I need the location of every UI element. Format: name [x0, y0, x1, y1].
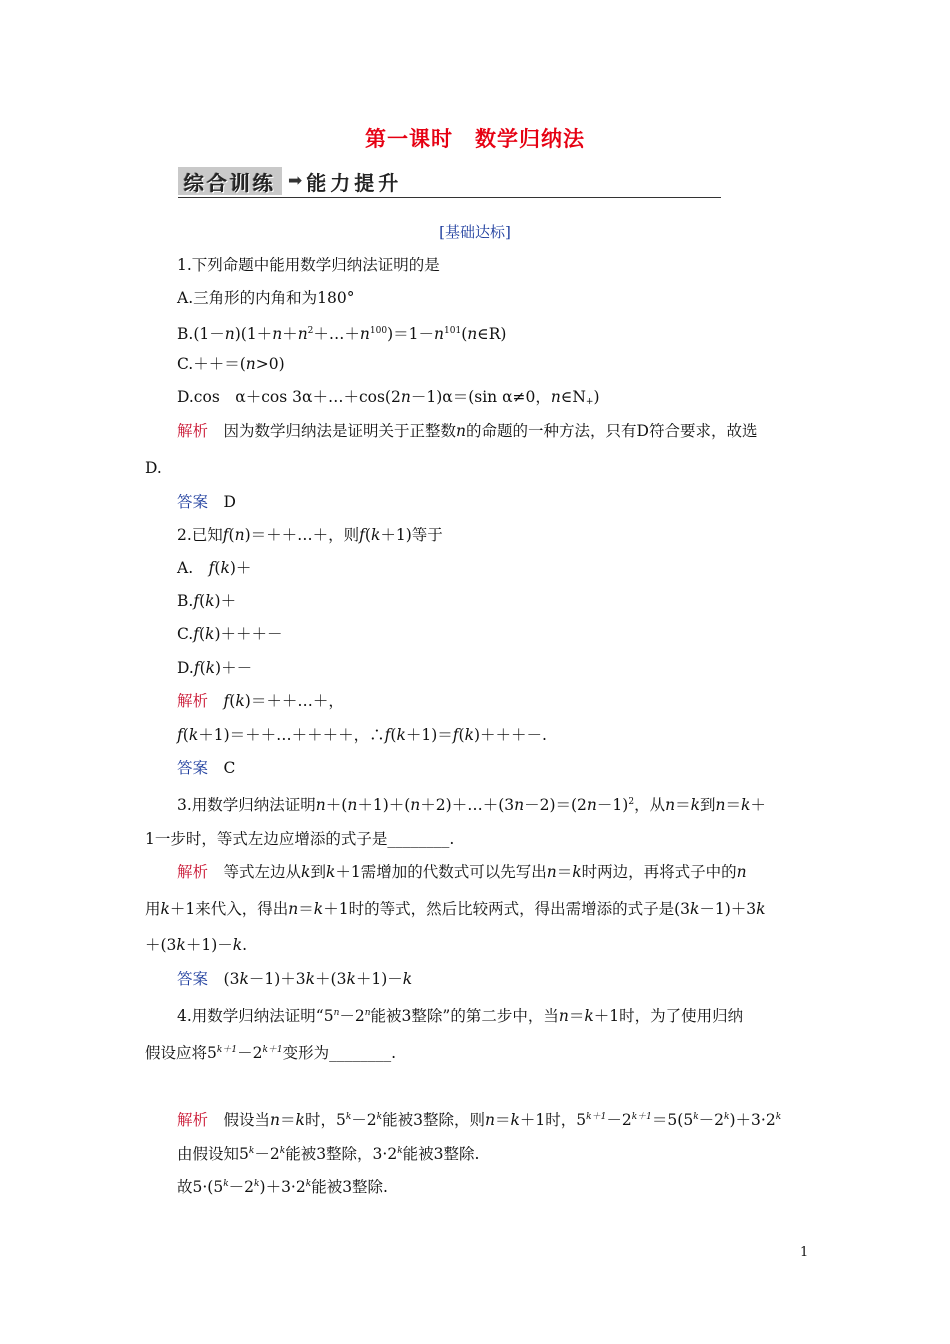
q3-analysis-cont-2: ＋(3k＋1)－k. [145, 936, 248, 954]
page-number: 1 [800, 1245, 809, 1260]
q2-analysis-cont: f(k＋1)＝＋＋…＋＋＋＋，∴f(k＋1)＝f(k)＋＋＋－. [177, 726, 547, 744]
q2-answer: 答案 C [177, 759, 236, 777]
banner-label-training: 综合训练 [178, 167, 282, 195]
q1-analysis: 解析 因为数学归纳法是证明关于正整数n的命题的一种方法，只有D符合要求，故选 [177, 422, 758, 440]
q1-option-d: D.cos α＋cos 3α＋…＋cos(2n－1)α＝(sin α≠0，$n\in N_+$) [177, 388, 600, 407]
q3-analysis-cont-1: 用k＋1来代入，得出n＝k＋1时的等式，然后比较两式，得出需增添的式子是(3k－1)＋3k [145, 900, 766, 918]
q1-option-c: C.＋＋＝(n>0) [177, 355, 285, 373]
q4-analysis: 解析 假设当n＝k时，$5^k-2^k$能被3整除，则n＝k＋1时，$5^{k+1}-2^{k+1}=5(5^k-2^k)+3\cdot 2^k$ [177, 1111, 782, 1129]
section-banner [178, 165, 721, 198]
arrow-right-icon: ➡ [288, 171, 303, 191]
q1-answer: 答案 D [177, 493, 236, 511]
q1-option-a: A.三角形的内角和为180° [177, 289, 355, 307]
answer-label: 答案 [177, 493, 209, 511]
q2-option-a: A. f(k)＋ [177, 559, 252, 577]
q3-answer: 答案 (3k－1)＋3k＋(3k＋1)－k [177, 970, 413, 988]
q4-stem-cont: 假设应将$5^{k+1}-2^{k+1}$变形为________. [145, 1044, 397, 1062]
q2-analysis: 解析 f(k)＝＋＋…＋， [177, 692, 344, 710]
section-heading: [基础达标] [439, 223, 511, 241]
q3-stem: 3.用数学归纳法证明$n+(n+1)+(n+2)+\dots+(3n-2)=(2n-1)^2$，从n＝k到n＝k＋ [177, 796, 766, 814]
q2-option-c: C.f(k)＋＋＋－ [177, 625, 283, 643]
q4-analysis-cont-1: 由假设知$5^k-2^k$能被3整除，$3\cdot 2^k$能被3整除. [177, 1145, 480, 1163]
q2-stem: 2.已知f(n)＝＋＋…＋，则f(k＋1)等于 [177, 526, 443, 544]
q4-analysis-cont-2: 故$5\cdot(5^k-2^k)+3\cdot 2^k$能被3整除. [177, 1178, 388, 1196]
q3-analysis: 解析 等式左边从k到k＋1需增加的代数式可以先写出n＝k时两边，再将式子中的n [177, 863, 747, 881]
q2-option-d: D.f(k)＋－ [177, 659, 253, 677]
q2-option-b: B.f(k)＋ [177, 592, 237, 610]
q1-analysis-cont: D. [145, 459, 162, 477]
banner-label-ability: 能力提升 [306, 170, 403, 195]
analysis-label: 解析 [177, 422, 209, 440]
q4-stem: 4.用数学归纳法证明“$5^n-2^n$能被3整除”的第二步中，当n＝k＋1时，为了使用归纳 [177, 1007, 744, 1025]
q3-stem-cont: 1一步时，等式左边应增添的式子是________. [145, 830, 455, 848]
page-title: 第一课时 数学归纳法 [365, 127, 585, 151]
q1-stem: 1.下列命题中能用数学归纳法证明的是 [177, 256, 440, 274]
q1-option-b: $B.(1-n)(1+n+n^2+\dots+n^{100})=1-n^{101}(n\in R)$ [177, 325, 507, 343]
